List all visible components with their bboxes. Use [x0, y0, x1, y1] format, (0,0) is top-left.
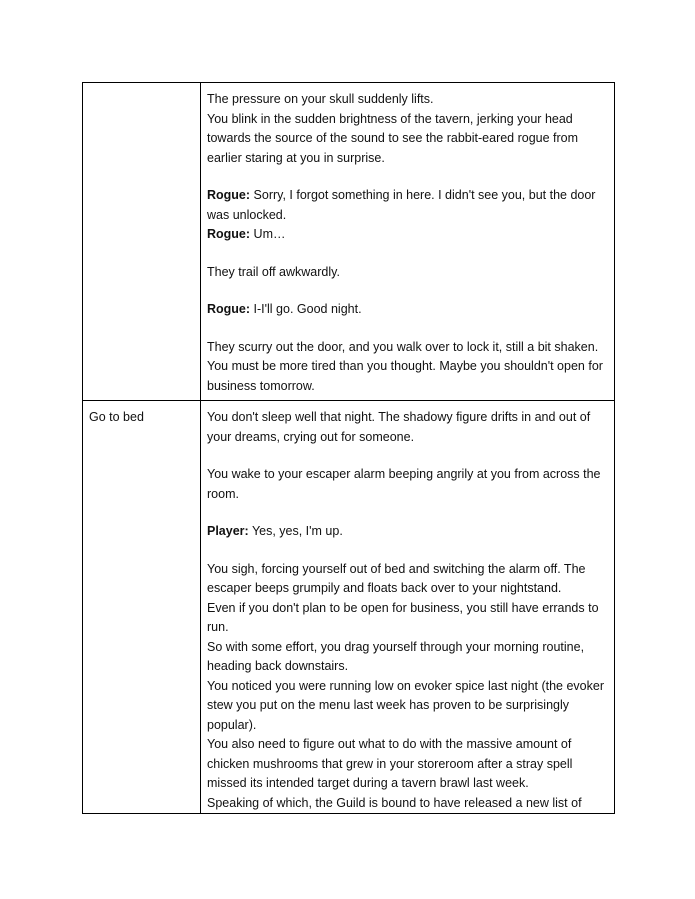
- choice-label: Go to bed: [89, 410, 144, 424]
- narration-line: [207, 90, 608, 110]
- table-row: [83, 83, 615, 401]
- narration-line: [207, 338, 608, 397]
- dialogue-text: Um…: [250, 227, 286, 241]
- paragraph-gap: [207, 542, 608, 560]
- paragraph-gap: [207, 168, 608, 186]
- narrative-content: [201, 401, 614, 813]
- dialogue-text: Yes, yes, I'm up.: [248, 524, 343, 538]
- narration-text: They scurry out the door, and you walk over to lock it, still a bit shaken. You must be more tired than you thought. Maybe you shouldn't open for business tomorrow.: [207, 339, 607, 393]
- narration-line: [207, 794, 608, 814]
- narration-text: You blink in the sudden brightness of the tavern, jerking your head towards the source of the sound to see the rabbit-eared rogue from earlier staring at you in surprise.: [207, 111, 582, 165]
- narrative-cell: [201, 83, 615, 401]
- narration-line: [207, 408, 608, 447]
- dialogue-text: Sorry, I forgot something in here. I didn't see you, but the door was unlocked.: [207, 188, 599, 222]
- choice-cell: [83, 83, 201, 401]
- table-body: [83, 83, 615, 814]
- narration-text: You also need to figure out what to do with the massive amount of chicken mushrooms that grew in your storeroom after a stray spell missed its intended target during a tavern brawl last week.: [207, 737, 576, 790]
- narration-text: The pressure on your skull suddenly lifts.: [207, 92, 434, 106]
- dialogue-line: [207, 522, 608, 542]
- narration-text: Even if you don't plan to be open for business, you still have errands to run.: [207, 600, 603, 634]
- narration-text: You wake to your escaper alarm beeping angrily at you from across the room.: [207, 467, 604, 501]
- dialogue-line: [207, 300, 608, 320]
- narrative-cell: [201, 401, 615, 814]
- narration-text: You don't sleep well that night. The shadowy figure drifts in and out of your dreams, crying out for someone.: [207, 410, 594, 444]
- narrative-content: [201, 83, 614, 400]
- paragraph-gap: [207, 447, 608, 465]
- narration-line: [207, 599, 608, 638]
- speaker-name: Player:: [207, 524, 249, 538]
- paragraph-gap: [207, 320, 608, 338]
- narration-text: You sigh, forcing yourself out of bed and switching the alarm off. The escaper beeps grumpily and floats back over to your nightstand.: [207, 561, 589, 595]
- narration-line: [207, 735, 608, 794]
- choice-label: [83, 83, 200, 90]
- narration-text: Speaking of which, the Guild is bound to have released a new list of: [207, 795, 582, 810]
- narration-line: [207, 560, 608, 599]
- paragraph-gap: [207, 282, 608, 300]
- speaker-name: Rogue:: [207, 302, 251, 316]
- narration-line: [207, 677, 608, 736]
- dialogue-table: [82, 82, 615, 814]
- table-row: [83, 401, 615, 814]
- dialogue-line: [207, 186, 608, 225]
- dialogue-line: [207, 225, 608, 245]
- narration-text: You noticed you were running low on evoker spice last night (the evoker stew you put on the menu last week has proven to be surprisingly popular).: [207, 678, 608, 732]
- paragraph-gap: [207, 504, 608, 522]
- speaker-name: Rogue:: [207, 227, 251, 241]
- paragraph-gap: [207, 245, 608, 263]
- narration-text: They trail off awkwardly.: [207, 264, 340, 279]
- dialogue-text: I-I'll go. Good night.: [250, 302, 362, 316]
- choice-cell: [83, 401, 201, 814]
- narration-line: [207, 465, 608, 504]
- narration-text: So with some effort, you drag yourself through your morning routine, heading back downstairs.: [207, 639, 588, 673]
- narration-line: [207, 638, 608, 677]
- speaker-name: Rogue:: [207, 188, 251, 202]
- narration-line: [207, 110, 608, 169]
- narration-line: [207, 263, 608, 283]
